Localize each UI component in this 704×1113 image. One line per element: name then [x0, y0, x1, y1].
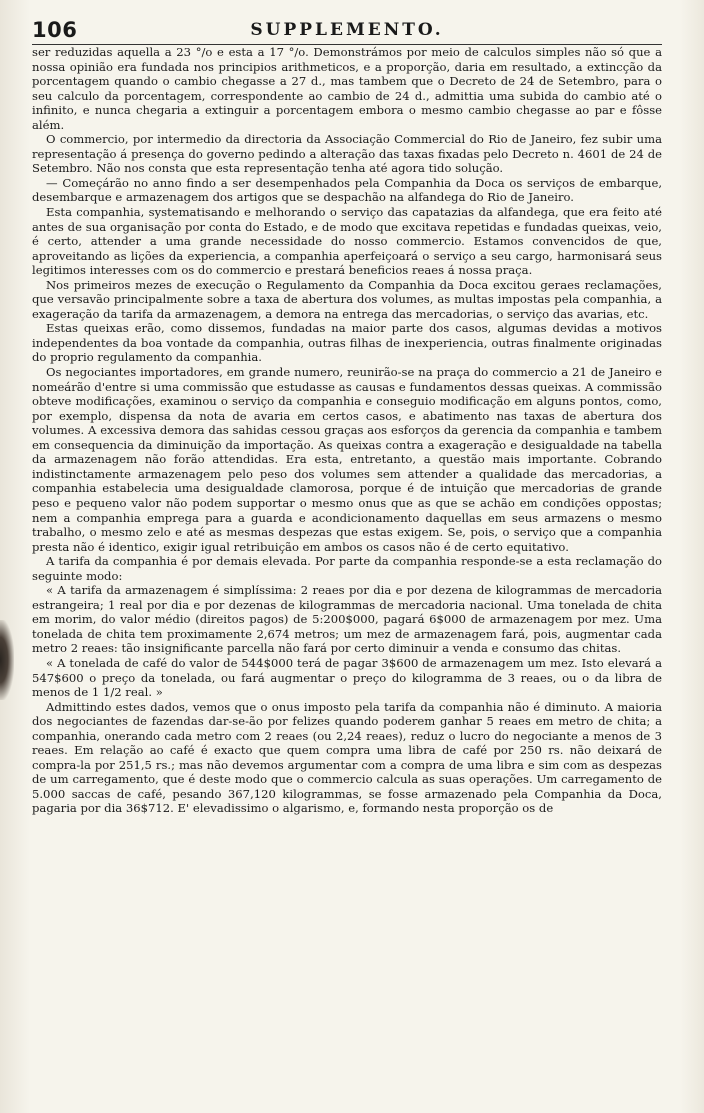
paragraph: A tarifa da companhia é por demais elevada. Por parte da companhia responde-se a esta reclamação do seguinte modo: [32, 554, 662, 583]
paragraph: ser reduzidas aquella a 23 °/o e esta a 17 °/o. Demonstrámos por meio de calculos simples não só que a nossa opinião era fundada nos principios arithmeticos, e a proporção, daria em resultado, a extincção da porcentagem quando o cambio chegasse a 27 d., mas tambem que o Decreto de 24 de Setembro, para o seu calculo da porcentagem, correspondente ao cambio de 24 d., admittia uma subida do cambio até o infinito, e nunca chegaria a extinguir a porcentagem embora o mesmo cambio chegasse ao par e fôsse além. [32, 45, 662, 132]
paragraph: Esta companhia, systematisando e melhorando o serviço das capatazias da alfandega, que era feito até antes de sua organisação por conta do Estado, e de modo que excitava repetidas e fundadas queixas, veio, é certo, attender a uma grande necessidade do nosso commercio. Estamos convencidos de que, aproveitando as lições da experiencia, a companhia aperfeiçoará o serviço a seu cargo, harmonisará seus legitimos interesses com os do commercio e prestará beneficios reaes á nossa praça. [32, 205, 662, 278]
paragraph: Nos primeiros mezes de execução o Regulamento da Companhia da Doca excitou geraes reclamações, que versavão principalmente sobre a taxa de abertura dos volumes, as multas impostas pela companhia, a exageração da tarifa da armazenagem, a demora na entrega das mercadorias, o serviço das avarias, etc. [32, 277, 662, 321]
paragraph: O commercio, por intermedio da directoria da Associação Commercial do Rio de Janeiro, fez subir uma representação á presença do governo pedindo a alteração das taxas fixadas pelo Decreto n. 4601 de 24 de Setembro. Não nos consta que esta representação tenha até agora tido solução. [32, 132, 662, 176]
paragraph: Os negociantes importadores, em grande numero, reunirão-se na praça do commercio a 21 de Janeiro e nomeárão d'entre si uma commissão que estudasse as causas e fundamentos dessas queixas. A commissão obteve modificações, examinou o serviço da companhia e conseguio modificação em alguns pontos, como, por exemplo, dispensa da nota de avaria em certos casos, e abatimento nas taxas de abertura dos volumes. A excessiva demora das sahidas cessou graças aos esforços da gerencia da companhia e tambem em consequencia da diminuição da importação. As queixas contra a exageração e desigualdade na tabella da armazenagem não forão attendidas. Era esta, entretanto, a questão mais importante. Cobrando indistinctamente armazenagem pelo peso dos volumes sem attender a qualidade das mercadorias, a companhia estabelecia uma desigualdade clamorosa, porque é de intuição que mercadorias de grande peso e pequeno valor não podem supportar o mesmo onus que as que se achão em condições oppostas; nem a companhia emprega para a guarda e acondicionamento daquellas em seus armazens o mesmo trabalho, o mesmo zelo e até as mesmas despezas que estas exigem. Se, pois, o serviço que a companhia presta não é identico, exigir igual retribuição em ambos os casos não é de certo equitativo. [32, 365, 662, 554]
body-text [32, 45, 662, 816]
running-head: SUPPLEMENTO. [250, 20, 444, 40]
page-number: 106 [32, 18, 78, 42]
page-header [32, 18, 662, 42]
paragraph: Estas queixas erão, como dissemos, fundadas na maior parte dos casos, algumas devidas a motivos independentes da boa vontade da companhia, outras filhas de inexperiencia, outras finalmente originadas do proprio regulamento da companhia. [32, 321, 662, 365]
quote-paragraph: « A tarifa da armazenagem é simplíssima: 2 reaes por dia e por dezena de kilogrammas de mercadoria estrangeira; 1 real por dia e por dezenas de kilogrammas de mercadoria nacional. Uma tonelada de chita em morim, do valor médio (direitos pagos) de 5:200$000, pagará 6$000 de armazenagem por mez. Uma tonelada de chita tem proximamente 2,674 metros; um mez de armazenagem fará, pois, augmentar cada metro 2 reaes: tão insignificante parcella não fará por certo diminuir a venda e consumo das chitas. [32, 583, 662, 656]
quote-paragraph: « A tonelada de café do valor de 544$000 terá de pagar 3$600 de armazenagem um mez. Isto elevará a 547$600 o preço da tonelada, ou fará augmentar o preço do kilogramma de 3 reaes, ou o da libra de menos de 1 1/2 real. » [32, 655, 662, 700]
binding-edge-shadow [0, 620, 14, 700]
paragraph: — Começárão no anno findo a ser desempenhados pela Companhia da Doca os serviços de embarque, desembarque e armazenagem dos artigos que se despachão na alfandega do Rio de Janeiro. [32, 175, 662, 205]
paragraph: Admittindo estes dados, vemos que o onus imposto pela tarifa da companhia não é diminuto. A maioria dos negociantes de fazendas dar-se-ão por felizes quando poderem ganhar 5 reaes em metro de chita; a companhia, onerando cada metro com 2 reaes (ou 2,24 reaes), reduz o lucro do negociante a menos de 3 reaes. Em relação ao café é exacto que quem compra uma libra de café por 250 rs. não deixará de compra-la por 251,5 rs.; mas não devemos argumentar com a compra de uma libra e sim com as despezas de um carregamento, que é deste modo que o commercio calcula as suas operações. Um carregamento de 5.000 saccas de café, pesando 367,120 kilogrammas, se fosse armazenado pela Companhia da Doca, pagaria por dia 36$712. E' elevadissimo o algarismo, e, formando nesta proporção os de [32, 699, 662, 816]
